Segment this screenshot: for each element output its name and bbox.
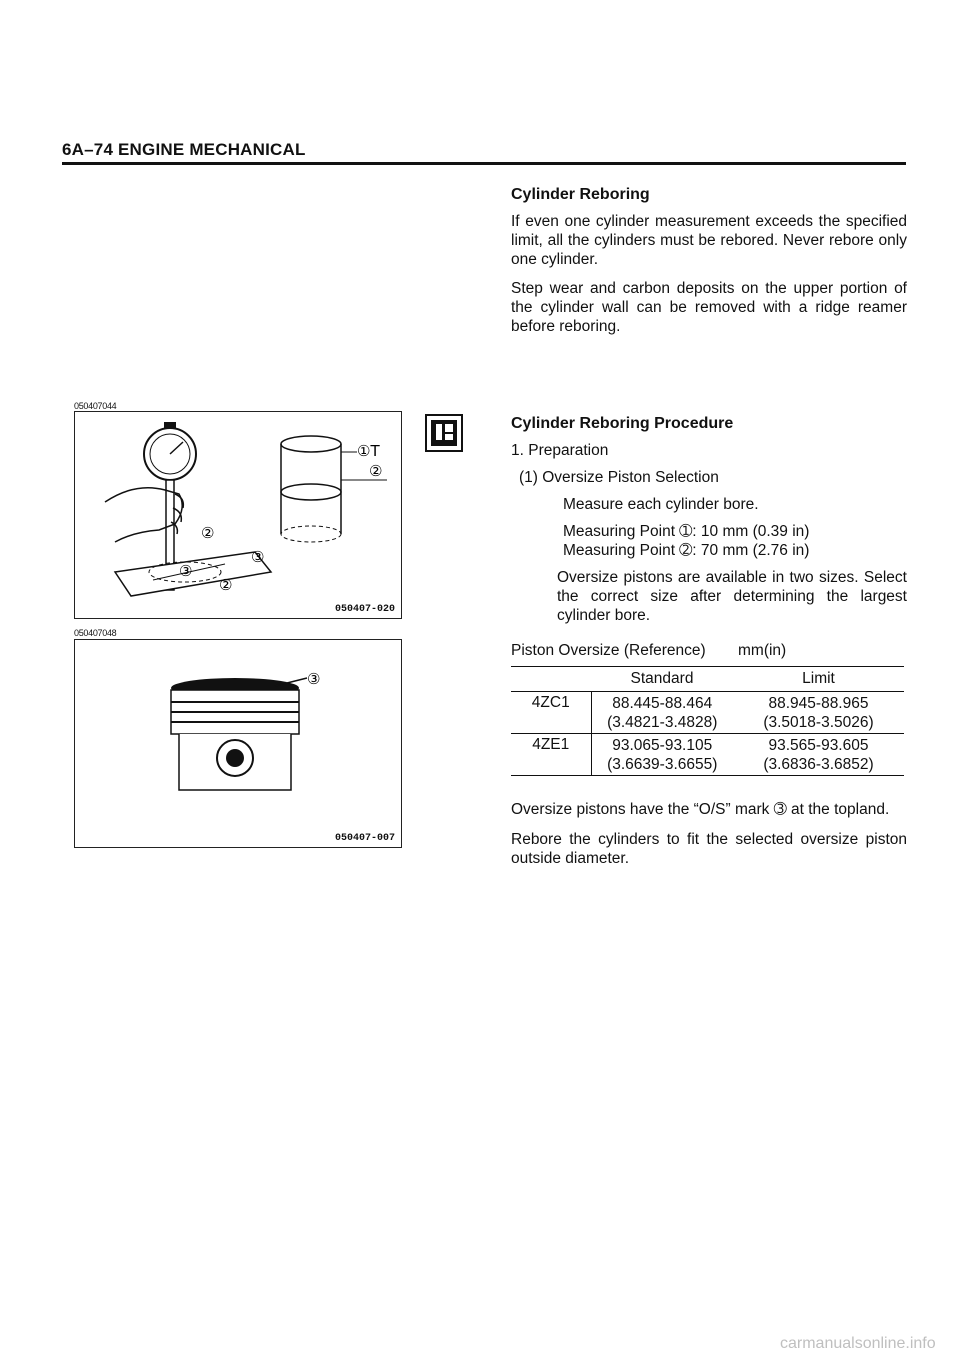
- bore-gauge-illustration: [75, 412, 401, 618]
- table-caption-text: Piston Oversize (Reference): [511, 642, 706, 659]
- standard-mm: 88.445-88.464: [612, 695, 713, 712]
- notes-block: [511, 800, 907, 868]
- table-header-row: [511, 667, 904, 692]
- limit-cell: [733, 692, 904, 734]
- figure-1-bore-gauge: [74, 411, 402, 619]
- figure-2-label: 050407048: [74, 628, 117, 638]
- step-1: 1. Preparation: [511, 442, 609, 459]
- paragraph-1: If even one cylinder measurement exceeds the specified limit, all the cylinders must be rebored. Never rebore only one cylinder.: [511, 213, 907, 268]
- svg-text:②: ②: [369, 462, 383, 480]
- os-mark-note: Oversize pistons have the “O/S” mark ➂ at the topland.: [511, 801, 890, 818]
- figure-1-code: 050407-020: [334, 604, 395, 615]
- table-header-limit: Limit: [802, 670, 835, 687]
- section-cylinder-reboring: [511, 185, 907, 336]
- figure-2-code: 050407-007: [334, 833, 395, 844]
- limit-in: (3.6836-3.6852): [763, 756, 874, 773]
- measuring-point-1: Measuring Point ➀: 10 mm (0.39 in): [563, 523, 810, 540]
- table-row: [511, 734, 904, 776]
- figure-2-piston: [74, 639, 402, 848]
- limit-in: (3.5018-3.5026): [763, 714, 874, 731]
- procedure-heading: Cylinder Reboring Procedure: [511, 415, 734, 432]
- figure-1-label: 050407044: [74, 401, 117, 411]
- engine-cell: 4ZE1: [511, 734, 591, 776]
- table-caption: [511, 642, 907, 660]
- engine-block-icon: [425, 414, 463, 452]
- limit-mm: 93.565-93.605: [768, 737, 869, 754]
- table-header-empty: [511, 667, 591, 692]
- standard-in: (3.4821-3.4828): [607, 714, 718, 731]
- standard-in: (3.6639-3.6655): [607, 756, 718, 773]
- sub-step-1: (1) Oversize Piston Selection: [519, 469, 719, 486]
- piston-oversize-table: [511, 666, 904, 776]
- paragraph-2: Step wear and carbon deposits on the upper portion of the cylinder wall can be removed with a ridge reamer before reboring.: [511, 280, 907, 335]
- standard-cell: [591, 734, 733, 776]
- rebore-note: Rebore the cylinders to fit the selected oversize piston outside diameter.: [511, 831, 907, 867]
- svg-text:②: ②: [219, 576, 233, 594]
- standard-cell: [591, 692, 733, 734]
- section-reboring-procedure: [511, 414, 907, 625]
- limit-cell: [733, 734, 904, 776]
- svg-text:③: ③: [251, 548, 265, 566]
- table-unit: mm(in): [738, 642, 787, 659]
- header-rule: [62, 162, 906, 165]
- piston-oversize-table-block: [511, 642, 907, 776]
- measuring-point-2: Measuring Point ➁: 70 mm (2.76 in): [563, 542, 810, 559]
- measure-text: Measure each cylinder bore.: [563, 496, 759, 513]
- standard-mm: 93.065-93.105: [612, 737, 713, 754]
- piston-illustration: [75, 640, 401, 847]
- svg-text:③: ③: [179, 562, 193, 580]
- page-header: 6A–74 ENGINE MECHANICAL: [62, 140, 306, 159]
- table-header-standard: Standard: [630, 670, 694, 687]
- limit-mm: 88.945-88.965: [768, 695, 869, 712]
- watermark: carmanualsonline.info: [780, 1335, 936, 1352]
- availability-text: Oversize pistons are available in two sizes. Select the correct size after determining the largest cylinder bore.: [557, 569, 907, 624]
- svg-text:①T: ①T: [357, 442, 380, 460]
- svg-text:③: ③: [307, 670, 321, 688]
- svg-text:②: ②: [201, 524, 215, 542]
- engine-cell: 4ZC1: [511, 692, 591, 734]
- table-row: [511, 692, 904, 734]
- section-heading: Cylinder Reboring: [511, 186, 650, 203]
